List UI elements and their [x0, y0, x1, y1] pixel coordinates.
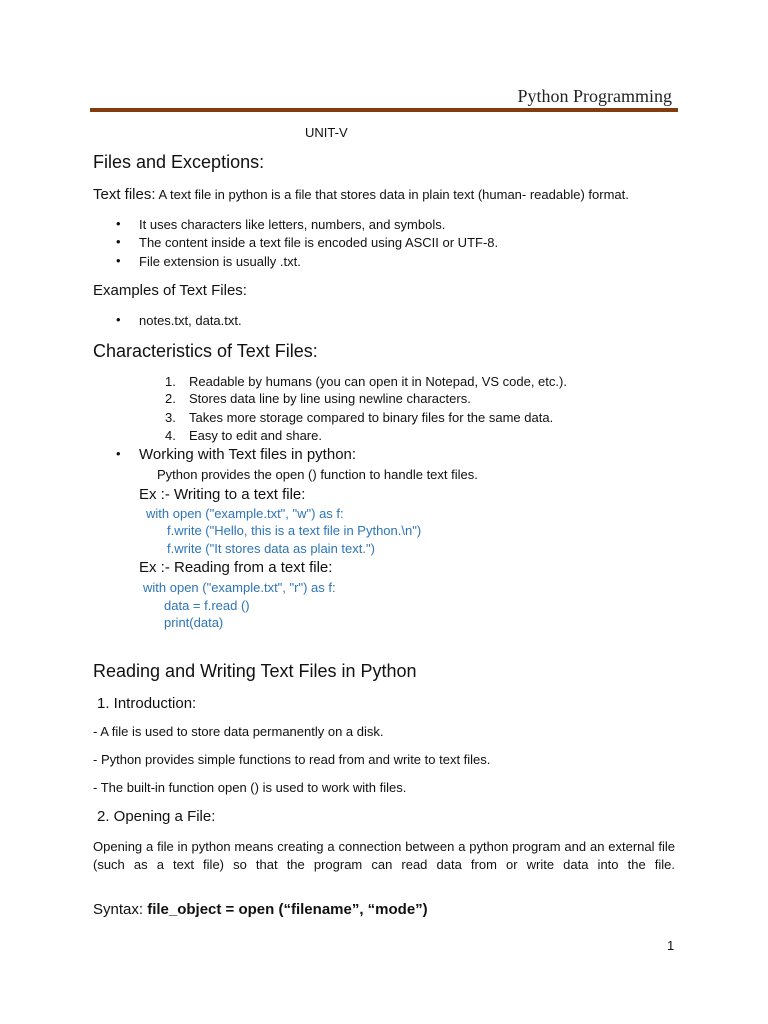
- bullet-icon: •: [116, 216, 121, 231]
- header-rule: [90, 108, 678, 112]
- working-description: Python provides the open () function to handle text files.: [157, 467, 478, 482]
- example-read-label: Ex :- Reading from a text file:: [139, 559, 333, 576]
- list-item: Stores data line by line using newline characters.: [189, 391, 471, 406]
- syntax-code: file_object = open (“filename”, “mode”): [147, 901, 428, 918]
- list-item: Easy to edit and share.: [189, 428, 322, 443]
- intro-line: - The built-in function open () is used to work with files.: [93, 780, 407, 795]
- bullet-icon: •: [116, 234, 121, 249]
- code-line: with open ("example.txt", "w") as f:: [146, 506, 344, 521]
- bullet-item: The content inside a text file is encoded using ASCII or UTF-8.: [139, 235, 499, 250]
- syntax-line: [93, 901, 428, 918]
- example-write-label: Ex :- Writing to a text file:: [139, 486, 306, 503]
- list-number: 1.: [165, 374, 176, 389]
- list-item: Takes more storage compared to binary files for the same data.: [189, 410, 554, 425]
- section-heading-files-exceptions: Files and Exceptions:: [93, 152, 265, 172]
- intro-line: - A file is used to store data permanently on a disk.: [93, 724, 384, 739]
- intro-line: - Python provides simple functions to read from and write to text files.: [93, 752, 491, 767]
- list-number: 2.: [165, 391, 176, 406]
- text-files-definition: A text file in python is a file that stores data in plain text (human- readable) format.: [158, 187, 629, 202]
- running-header-title: Python Programming: [517, 86, 672, 106]
- bullet-icon: •: [116, 312, 121, 327]
- list-number: 4.: [165, 428, 176, 443]
- text-files-intro: [93, 186, 629, 203]
- examples-heading: Examples of Text Files:: [93, 282, 247, 299]
- section-heading-characteristics: Characteristics of Text Files:: [93, 341, 318, 361]
- code-line: print(data): [164, 615, 224, 630]
- syntax-label: Syntax:: [93, 901, 144, 918]
- opening-paragraph: Opening a file in python means creating a connection between a python program and an external file (such as a text file) so that the program can read data from or write data into the file.: [93, 839, 675, 872]
- bullet-item: notes.txt, data.txt.: [139, 313, 242, 328]
- introduction-heading: 1. Introduction:: [97, 695, 197, 712]
- text-files-label: Text files:: [93, 186, 156, 203]
- code-line: f.write ("Hello, this is a text file in Python.\n"): [167, 523, 422, 538]
- code-line: with open ("example.txt", "r") as f:: [143, 580, 336, 595]
- code-line: f.write ("It stores data as plain text."): [167, 541, 375, 556]
- list-item: Readable by humans (you can open it in Notepad, VS code, etc.).: [189, 374, 567, 389]
- section-heading-reading-writing: Reading and Writing Text Files in Python: [93, 661, 417, 681]
- list-number: 3.: [165, 410, 176, 425]
- code-line: data = f.read (): [164, 598, 250, 613]
- page-number: 1: [667, 938, 675, 953]
- working-heading: Working with Text files in python:: [139, 446, 357, 463]
- bullet-item: File extension is usually .txt.: [139, 254, 301, 269]
- bullet-icon: •: [116, 446, 121, 461]
- bullet-icon: •: [116, 253, 121, 268]
- bullet-item: It uses characters like letters, numbers, and symbols.: [139, 217, 446, 232]
- opening-heading: 2. Opening a File:: [97, 808, 216, 825]
- unit-label: UNIT-V: [305, 125, 348, 140]
